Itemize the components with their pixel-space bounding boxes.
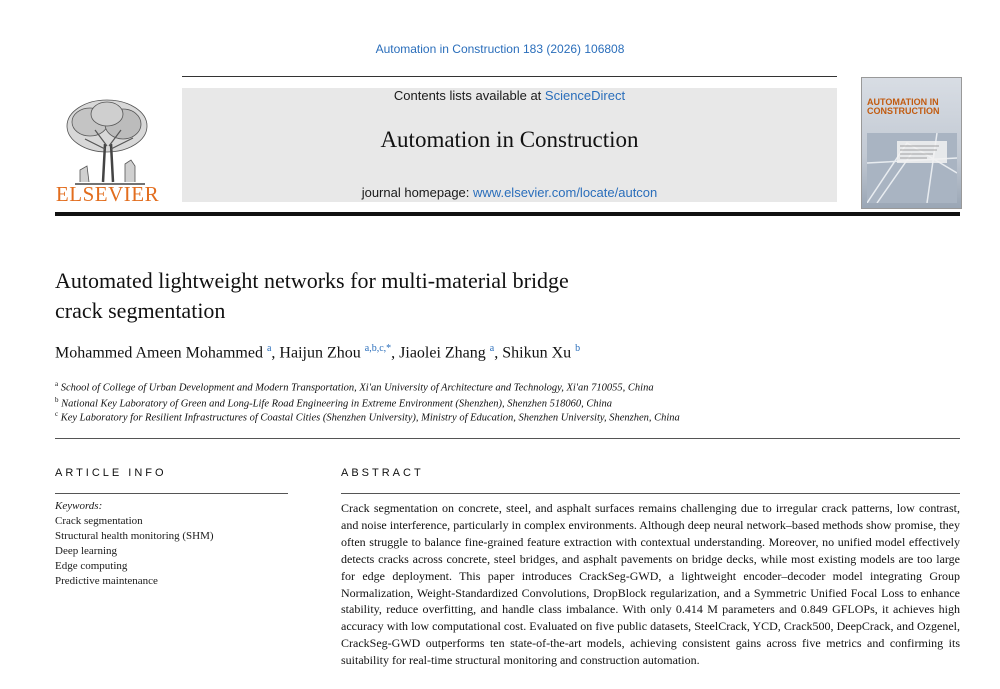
affiliation-mark: c [55, 410, 59, 418]
author-affiliation-mark[interactable]: b [575, 343, 581, 354]
keywords-list [55, 514, 315, 589]
keyword-item: Structural health monitoring (SHM) [55, 530, 214, 542]
contents-prefix: Contents lists available at [393, 88, 545, 103]
keyword-item: Deep learning [55, 545, 117, 557]
cover-artwork [867, 133, 957, 203]
affiliation [55, 396, 955, 410]
affiliation [55, 410, 955, 424]
article-title-line-1: Automated lightweight networks for multi-material bridge [55, 268, 569, 293]
article-info-heading: ARTICLE INFO [55, 467, 167, 479]
author-separator: , [271, 344, 280, 362]
author-affiliation-mark[interactable]: a,b,c,* [364, 343, 392, 354]
article-info-rule [55, 493, 288, 494]
journal-citation[interactable]: Automation in Construction 183 (2026) 106808 [375, 42, 625, 56]
article-title-line-2: crack segmentation [55, 298, 226, 323]
homepage-prefix: journal homepage: [361, 185, 474, 200]
keyword-item: Crack segmentation [55, 515, 143, 527]
sciencedirect-link[interactable]: ScienceDirect [544, 88, 626, 103]
author-name[interactable]: Mohammed Ameen Mohammed [55, 344, 263, 362]
keyword-item: Edge computing [55, 560, 128, 572]
author-separator: , [391, 344, 400, 362]
journal-cover-thumbnail[interactable] [861, 77, 962, 209]
author-affiliation-mark[interactable]: a [489, 343, 495, 354]
author-name[interactable]: Shikun Xu [502, 344, 572, 362]
affiliation [55, 380, 955, 394]
abstract-text: Crack segmentation on concrete, steel, and asphalt surfaces remains challenging due to irregular crack patterns, low contrast, and noise interference, particularly in complex environments. Although deep neural network–based methods show promise, they often struggle to balance fine-grained feature extraction with contextual understanding. Moreover, no unified model effectively detects cracks across concrete, steel bridges, and asphalt pavements on bridge decks, while most existing models are too large for edge deployment. This paper introduces CrackSeg-GWD, a lightweight encoder–decoder model integrating Group Normalization, Weight-Standardized Convolutions, DropBlock regularization, and a Symmetric Unified Focal Loss to enhance stability, reduce overfitting, and handle class imbalance. With only 0.414 M parameters and 0.849 GFLOPs, it achieves high accuracy with low computational cost. Evaluated on five public datasets, SteelCrack, YCD, Crack500, DeepCrack, and Ozgenel, CrackSeg-GWD outperforms ten state-of-the-art models, achieving consistent gains across five metrics and confirming its suitability for real-time structural monitoring and construction automation. [341, 501, 960, 668]
header-divider-thick [55, 212, 960, 216]
author-separator: , [494, 344, 503, 362]
section-divider [55, 438, 960, 439]
article-title [55, 266, 755, 326]
author-affiliation-mark[interactable]: a [266, 343, 272, 354]
author-name[interactable]: Haijun Zhou [279, 344, 361, 362]
header-rule [182, 76, 837, 77]
keywords-label: Keywords: [55, 500, 103, 512]
journal-homepage-link[interactable]: www.elsevier.com/locate/autcon [473, 185, 658, 200]
author-name[interactable]: Jiaolei Zhang [399, 344, 486, 362]
keyword-item: Predictive maintenance [55, 575, 158, 587]
affiliation-text: School of College of Urban Development and Modern Transportation, Xi'an University of Architecture and Technology, Xi'an 710055, China [60, 382, 654, 394]
contents-available-line [182, 88, 837, 103]
author-list [55, 343, 955, 362]
journal-homepage-line [182, 185, 837, 200]
affiliation-text: National Key Laboratory of Green and Long-Life Road Engineering in Extreme Environment (Shenzhen), Shenzhen 518060, China [61, 398, 613, 410]
affiliation-mark: a [55, 380, 59, 388]
affiliation-mark: b [55, 396, 59, 404]
elsevier-wordmark[interactable]: ELSEVIER [55, 182, 160, 206]
abstract-rule [341, 493, 960, 494]
journal-banner [182, 88, 837, 202]
journal-name: Automation in Construction [380, 127, 639, 152]
abstract-heading: ABSTRACT [341, 467, 424, 479]
affiliation-text: Key Laboratory for Resilient Infrastructures of Coastal Cities (Shenzhen University), Ministry of Education, Shenzhen University, Shenzhen, China [60, 412, 680, 424]
cover-title: AUTOMATION IN CONSTRUCTION [867, 97, 940, 116]
